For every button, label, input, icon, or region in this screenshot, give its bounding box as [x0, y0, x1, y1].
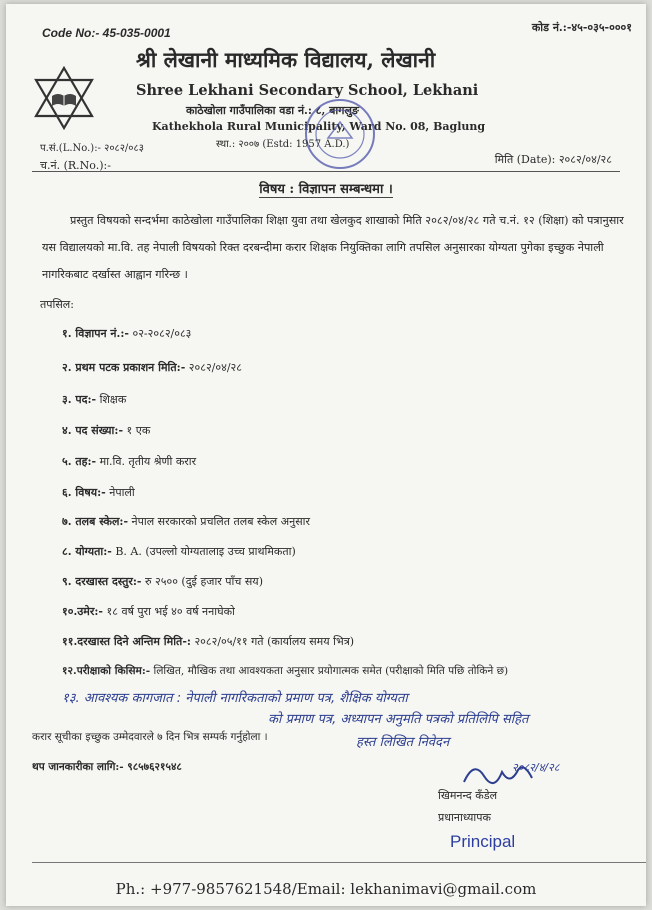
handwritten-note-line2: को प्रमाण पत्र, अध्यापन अनुमति पत्रको प्रतिलिपि सहित	[268, 712, 529, 727]
closing-note: करार सूचीका इच्छुक उम्मेदवारले ७ दिन भित्र सम्पर्क गर्नुहोला ।	[32, 731, 268, 743]
contact-info: थप जानकारीका लागि:- ९८५७६२१५४८	[32, 761, 182, 773]
detail-value: २०८२/०४/२८	[185, 361, 242, 374]
details-heading: तपसिल:	[40, 298, 74, 311]
detail-value: नेपाल सरकारको प्रचलित तलब स्केल अनुसार	[128, 515, 311, 528]
detail-item	[62, 664, 508, 678]
school-name-nepali: श्री लेखानी माध्यमिक विद्यालय, लेखानी	[136, 47, 436, 72]
detail-label: ६. विषय:-	[62, 486, 106, 499]
detail-item	[62, 454, 196, 469]
handwritten-note-line1: १३. आवश्यक कागजात : नेपाली नागरिकताको प्रमाण पत्र, शैक्षिक योग्यता	[62, 691, 408, 706]
detail-value: शिक्षक	[96, 393, 127, 406]
detail-item	[62, 392, 126, 407]
detail-label: ७. तलब स्केल:-	[62, 515, 129, 528]
principal-name: खिमनन्द कँडेल	[438, 789, 498, 802]
footer-contact: Ph.: +977-9857621548/Email: lekhanimavi@gmail.com	[115, 880, 537, 898]
detail-item	[62, 634, 354, 649]
detail-label: १०.उमेर:-	[62, 605, 104, 618]
letter-date: मिति (Date): २०८२/०४/२८	[494, 153, 612, 166]
footer-divider	[32, 862, 646, 863]
reference-number: च.नं. (R.No.):-	[40, 159, 111, 172]
detail-item	[62, 604, 235, 619]
header-divider	[32, 171, 620, 172]
letter-number: प.सं.(L.No.):- २०८२/०८३	[40, 143, 144, 154]
detail-label: ४. पद संख्या:-	[62, 424, 124, 437]
handwritten-note-line3: हस्त लिखित निवेदन	[356, 735, 450, 750]
detail-item	[62, 544, 296, 559]
subject-line	[6, 179, 646, 197]
detail-value: B. A. (उपल्लो योग्यतालाइ उच्च प्राथमिकता)	[111, 545, 296, 558]
detail-value: १ एक	[123, 424, 151, 437]
signature-date: २०८२/४/२८	[512, 761, 560, 774]
school-seal-icon	[302, 96, 378, 172]
detail-item	[62, 514, 310, 529]
detail-item	[62, 574, 263, 589]
code-number-en: Code No:- 45-035-0001	[42, 26, 171, 40]
detail-item	[62, 360, 242, 375]
detail-item	[62, 423, 150, 438]
detail-value: रु २५०० (दुई हजार पाँच सय)	[141, 575, 263, 588]
intro-paragraph: प्रस्तुत विषयको सन्दर्भमा काठेखोला गाउँपालिका शिक्षा युवा तथा खेलकुद शाखाको मिति २०८२/०४/२८ गते च.नं. १२ (शिक्षा) को पत्रानुसार यस विद्यालयको मा.वि. तह नेपाली विषयको रिक्त दरबन्दीमा करार शिक्षक नियुक्तिका लागि तपसिल अनुसारका योग्यता पुगेका इच्छुक नेपाली नागरिकबाट दर्खास्त आह्वान गरिन्छ ।	[42, 214, 624, 281]
detail-label: ९. दरखास्त दस्तुर:-	[62, 575, 142, 588]
principal-role-english: Principal	[450, 832, 516, 851]
letter-page	[6, 4, 646, 906]
detail-label: १२.परीक्षाको किसिम:-	[62, 665, 151, 677]
school-logo-icon	[32, 66, 96, 130]
detail-label: ३. पद:-	[62, 393, 97, 406]
detail-value: लिखित, मौखिक तथा आवश्यकता अनुसार प्रयोगात्मक समेत (परीक्षाको मिति पछि तोकिने छ)	[150, 665, 509, 677]
detail-value: २०८२/०५/११ गते (कार्यालय समय भित्र)	[190, 635, 355, 648]
detail-label: १. विज्ञापन नं.:-	[62, 327, 129, 340]
detail-value: ०२-२०८२/०८३	[129, 327, 192, 340]
detail-item	[62, 326, 191, 341]
detail-label: ११.दरखास्त दिने अन्तिम मिति-:	[62, 635, 191, 648]
detail-item	[62, 485, 135, 500]
municipality-english: Kathekhola Rural Municipality, Ward No. 08, Baglung	[152, 120, 486, 133]
subject-text: विषय : विज्ञापन सम्बन्धमा ।	[259, 182, 393, 197]
detail-value: मा.वि. तृतीय श्रेणी करार	[96, 455, 197, 468]
established-year: स्था.: २००७ (Estd: 1957 A.D.)	[216, 139, 350, 150]
municipality-nepali: काठेखोला गाउँपालिका वडा नं.: ८, बागलुङ	[186, 104, 359, 117]
detail-value: १८ वर्ष पुरा भई ४० वर्ष ननाघेको	[103, 605, 235, 618]
school-name-english: Shree Lekhani Secondary School, Lekhani	[136, 82, 479, 99]
detail-value: नेपाली	[105, 486, 135, 499]
principal-role-nepali: प्रधानाध्यापक	[438, 811, 491, 824]
detail-label: ८. योग्यता:-	[62, 545, 112, 558]
detail-label: २. प्रथम पटक प्रकाशन मिति:-	[62, 361, 186, 374]
code-number-np: कोड नं.:-४५-०३५-०००१	[531, 21, 632, 34]
detail-label: ५. तह:-	[62, 455, 97, 468]
